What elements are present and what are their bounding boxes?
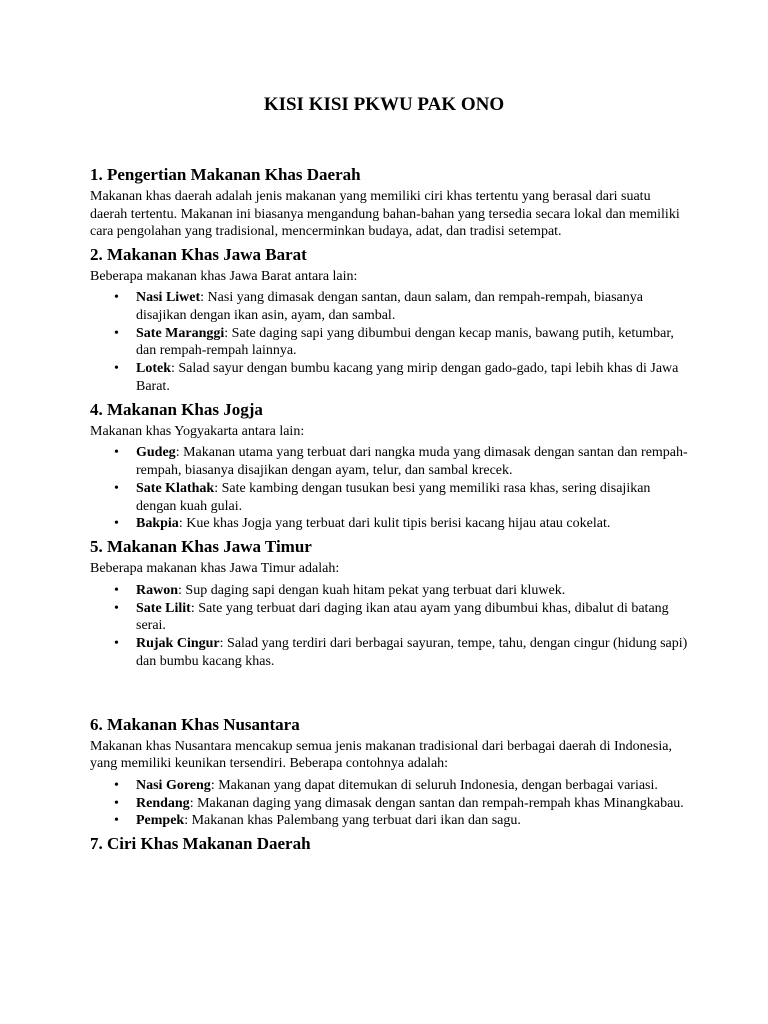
- item-term: Rujak Cingur: [136, 636, 220, 652]
- section-paragraph: Makanan khas Nusantara mencakup semua jenis makanan tradisional dari berbagai daerah di Indonesia, yang memiliki keunikan tersendiri. Beberapa contohnya adalah:: [90, 738, 672, 772]
- section-jawa-timur: [90, 537, 690, 670]
- section-heading: 5. Makanan Khas Jawa Timur: [90, 537, 312, 557]
- bullet-list: [90, 444, 690, 533]
- list-item: [90, 289, 690, 325]
- section-ciri-khas: [90, 834, 690, 854]
- list-item: [90, 795, 690, 813]
- section-heading: 7. Ciri Khas Makanan Daerah: [90, 834, 311, 854]
- item-description: : Makanan khas Palembang yang terbuat dari ikan dan sagu.: [184, 813, 521, 829]
- section-paragraph: Beberapa makanan khas Jawa Barat antara lain:: [90, 268, 358, 284]
- section-jawa-barat: [90, 245, 690, 396]
- item-description: : Sup daging sapi dengan kuah hitam pekat yang terbuat dari kluwek.: [178, 582, 566, 598]
- bullet-icon: •: [114, 813, 119, 829]
- document-body: [90, 165, 690, 857]
- list-item: [90, 515, 690, 533]
- list-item: [90, 444, 690, 480]
- bullet-icon: •: [114, 480, 119, 496]
- item-term: Sate Lilit: [136, 600, 191, 616]
- section-pengertian: [90, 165, 690, 241]
- list-item: [90, 325, 690, 361]
- list-item: [90, 600, 690, 636]
- bullet-list: [90, 582, 690, 671]
- item-term: Nasi Liwet: [136, 290, 201, 305]
- item-description: : Sate yang terbuat dari daging ikan atau ayam yang dibumbui khas, dibalut di batang serai.: [136, 600, 669, 634]
- item-description: : Sate daging sapi yang dibumbui dengan kecap manis, bawang putih, ketumbar, dan rempah-rempah lainnya.: [136, 325, 674, 359]
- item-term: Rendang: [136, 795, 190, 811]
- section-nusantara: [90, 715, 690, 830]
- section-paragraph: Beberapa makanan khas Jawa Timur adalah:: [90, 561, 340, 577]
- section-heading: 1. Pengertian Makanan Khas Daerah: [90, 165, 361, 184]
- bullet-icon: •: [114, 325, 119, 341]
- list-item: [90, 360, 690, 396]
- section-heading: 6. Makanan Khas Nusantara: [90, 714, 300, 734]
- bullet-icon: •: [114, 636, 119, 652]
- item-term: Pempek: [136, 813, 185, 829]
- item-description: : Makanan utama yang terbuat dari nangka muda yang dimasak dengan santan dan rempah-rempah, biasanya disajikan dengan ayam, telur, dan sambal krecek.: [136, 445, 688, 479]
- bullet-icon: •: [114, 600, 119, 616]
- item-term: Sate Maranggi: [136, 325, 225, 341]
- blank-space: [90, 675, 690, 715]
- item-term: Sate Klathak: [136, 480, 215, 496]
- item-description: : Sate kambing dengan tusukan besi yang memiliki rasa khas, sering disajikan dengan kuah gulai.: [136, 480, 651, 514]
- list-item: [90, 480, 690, 516]
- bullet-icon: •: [114, 795, 119, 811]
- item-term: Lotek: [136, 361, 171, 377]
- list-item: [90, 777, 690, 795]
- item-term: Gudeg: [136, 445, 176, 461]
- item-description: : Salad yang terdiri dari berbagai sayuran, tempe, tahu, dengan cingur (hidung sapi) dan bumbu kacang khas.: [136, 636, 688, 669]
- list-item: [90, 582, 690, 600]
- bullet-icon: •: [114, 361, 119, 377]
- section-heading: 2. Makanan Khas Jawa Barat: [90, 244, 307, 264]
- section-heading: 4. Makanan Khas Jogja: [90, 399, 263, 419]
- item-term: Nasi Goreng: [136, 777, 211, 793]
- bullet-list: [90, 289, 690, 396]
- document-title: KISI KISI PKWU PAK ONO: [263, 94, 505, 115]
- bullet-icon: •: [114, 516, 119, 532]
- bullet-list: [90, 777, 690, 830]
- item-term: Bakpia: [136, 516, 179, 532]
- item-description: : Makanan yang dapat ditemukan di seluruh Indonesia, dengan berbagai variasi.: [210, 777, 658, 793]
- item-description: : Kue khas Jogja yang terbuat dari kulit tipis berisi kacang hijau atau cokelat.: [178, 516, 611, 532]
- bullet-icon: •: [114, 445, 119, 461]
- item-description: : Salad sayur dengan bumbu kacang yang mirip dengan gado-gado, tapi lebih khas di Jawa Barat.: [136, 361, 679, 394]
- bullet-icon: •: [114, 290, 119, 305]
- item-term: Rawon: [136, 582, 179, 598]
- item-description: : Makanan daging yang dimasak dengan santan dan rempah-rempah khas Minangkabau.: [189, 795, 684, 811]
- list-item: [90, 812, 690, 830]
- bullet-icon: •: [114, 582, 119, 598]
- bullet-icon: •: [114, 777, 119, 793]
- section-jogja: [90, 400, 690, 533]
- section-paragraph: Makanan khas daerah adalah jenis makanan yang memiliki ciri khas tertentu yang berasal dari suatu daerah tertentu. Makanan ini biasanya mengandung bahan-bahan yang tersedia secara lokal dan memiliki cara pengolahan yang tradisional, mencerminkan budaya, adat, dan tradisi setempat.: [90, 189, 680, 239]
- list-item: [90, 635, 690, 671]
- section-paragraph: Makanan khas Yogyakarta antara lain:: [90, 423, 305, 439]
- item-description: : Nasi yang dimasak dengan santan, daun salam, dan rempah-rempah, biasanya disajikan dengan ikan asin, ayam, dan sambal.: [136, 290, 643, 323]
